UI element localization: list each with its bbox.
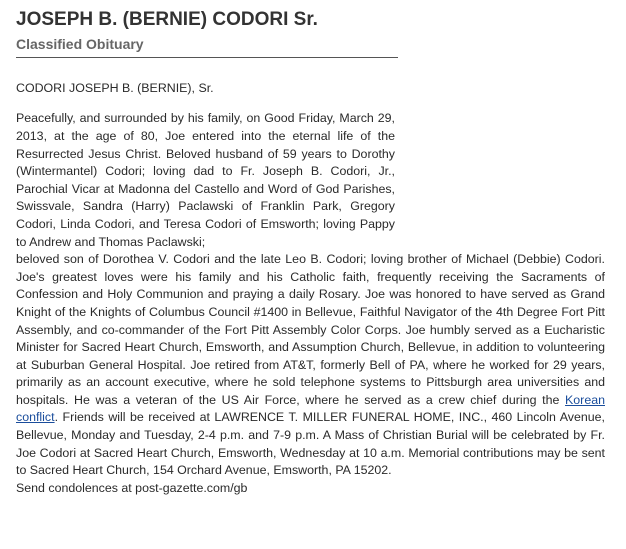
obituary-paragraph-wide (16, 251, 605, 480)
obituary-name-line: CODORI JOSEPH B. (BERNIE), Sr. (16, 81, 214, 96)
condolences-line: Send condolences at post-gazette.com/gb (16, 480, 248, 495)
obituary-text-before-link: beloved son of Dorothea V. Codori and the late Leo B. Codori; loving brother of Michael (Debbie) Codori. Joe's greatest loves were his family and his Catholic faith, frequently receiving the Sacraments of Confession and Holy Communion and praying a daily Rosary. Joe was honored to have served as Grand Knight of the Knights of Columbus Council #1400 in Bellevue, Faithful Navigator of the 4th Degree Fort Pitt Assembly, and co-commander of the Fort Pitt Assembly Color Corps. Joe humbly served as a Eucharistic Minister for Sacred Heart Church, Emsworth, and Assumption Church, Bellevue, in addition to volunteering at Suburban General Hospital. Joe retired from AT&T, formerly Bell of PA, where he worked for 29 years, primarily as an account executive, where he sold telephone systems to Pittsburgh area universities and hospitals. He was a veteran of the US Air Force, where he served as a crew chief during the (16, 252, 605, 407)
obituary-header (16, 8, 398, 58)
korean-conflict-link[interactable]: Korean conflict (16, 392, 605, 425)
obituary-paragraph-narrow (16, 110, 395, 251)
obituary-wide-text (16, 251, 605, 480)
obituary-narrow-text: Peacefully, and surrounded by his family, on Good Friday, March 29, 2013, at the age of 80, Joe entered into the eternal life of the Resurrected Jesus Christ. Beloved husband of 59 years to Dorothy (Wintermantel) Codori; loving dad to Fr. Joseph B. Codori, Jr., Parochial Vicar at Madonna del Castello and Word of God Parishes, Swissvale, Sandra (Harry) Paclawski of Franklin Park, Gregory Codori, Linda Codori, and Teresa Codori of Emsworth; loving Pappy to Andrew and Thomas Paclawski; (16, 111, 395, 249)
obituary-text-after-link: . Friends will be received at LAWRENCE T. MILLER FUNERAL HOME, INC., 460 Lincoln Avenue, Bellevue, Monday and Tuesday, 2-4 p.m. and 7-9 p.m. A Mass of Christian Burial will be celebrated by Fr. Joe Codori at Sacred Heart Church, Emsworth, Wednesday at 10 a.m. Memorial contributions may be sent to Sacred Heart Church, 154 Orchard Avenue, Emsworth, PA 15202. (16, 410, 605, 478)
page-title: JOSEPH B. (BERNIE) CODORI Sr. (16, 9, 318, 30)
obituary-body (16, 68, 605, 497)
page-subtitle: Classified Obituary (16, 34, 398, 58)
